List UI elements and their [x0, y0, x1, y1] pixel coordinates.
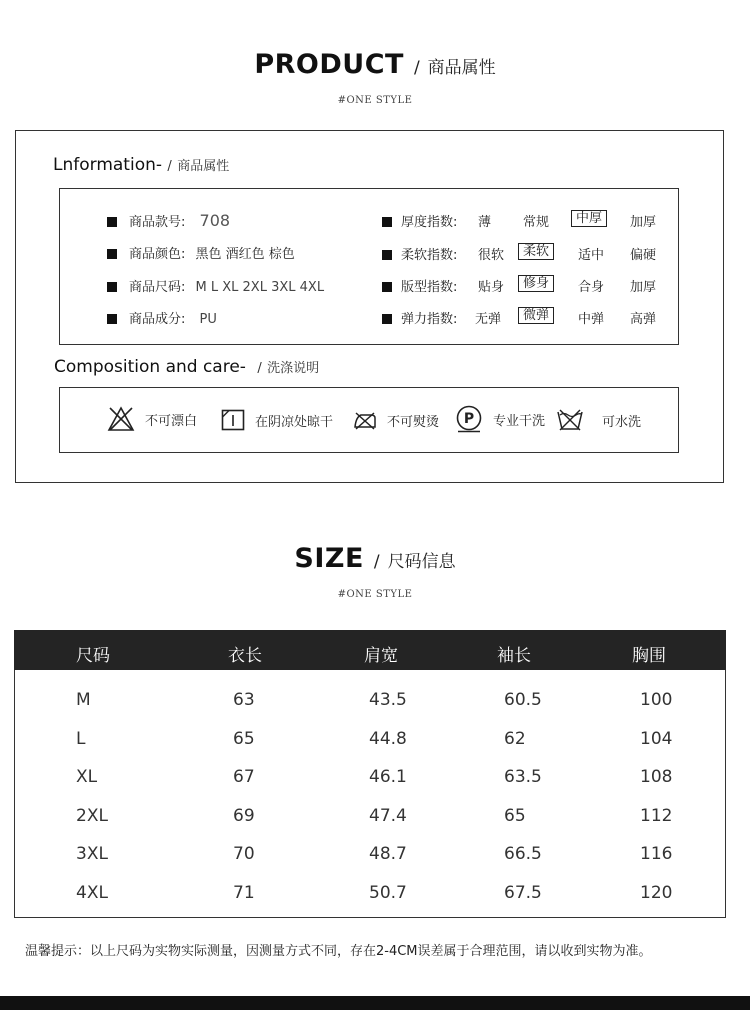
care-item-dry-clean [455, 405, 545, 433]
size-tag: #ONE STYLE [337, 589, 413, 600]
info-label: 商品款号: [129, 215, 186, 230]
info-row-thickness [382, 211, 457, 230]
info-row-material [107, 308, 217, 327]
info-row-color [107, 243, 295, 262]
product-header [0, 49, 750, 80]
size-separator: / [373, 552, 380, 572]
table-cell-size: 2XL [76, 806, 108, 826]
info-section-title [53, 155, 229, 175]
product-separator: / [413, 58, 420, 78]
care-separator: / [257, 361, 262, 376]
option-moderate: 适中 [578, 248, 605, 263]
table-cell-sleeve: 67.5 [504, 883, 542, 903]
info-row-stretch [382, 308, 457, 327]
care-item-no-bleach [107, 405, 197, 433]
option-slim-selected: 修身 [518, 275, 554, 292]
column-header-chest: 胸围 [632, 646, 666, 666]
table-cell-size: L [76, 729, 86, 749]
table-cell-chest: 120 [640, 883, 673, 903]
dry-clean-p-icon [455, 405, 483, 433]
table-cell-sleeve: 62 [504, 729, 526, 749]
option-medium-thick-selected: 中厚 [571, 210, 607, 227]
care-subtitle: 洗涤说明 [267, 361, 320, 376]
column-header-size: 尺码 [76, 646, 110, 666]
info-title: Lnformation- [53, 155, 162, 175]
svg-text:P: P [463, 411, 475, 427]
bullet-square-icon [107, 217, 117, 227]
table-cell-sleeve: 60.5 [504, 690, 542, 710]
table-cell-chest: 108 [640, 767, 673, 787]
info-separator: / [167, 159, 172, 174]
product-subtitle: 商品属性 [427, 58, 496, 78]
table-cell-length: 65 [233, 729, 255, 749]
info-row-softness [382, 244, 457, 263]
bullet-square-icon [382, 314, 392, 324]
table-cell-length: 63 [233, 690, 255, 710]
option-slight-stretch-selected: 微弹 [518, 307, 554, 324]
table-cell-shoulder: 44.8 [369, 729, 407, 749]
info-label: 弹力指数: [401, 312, 458, 327]
bullet-square-icon [382, 282, 392, 292]
table-cell-size: 3XL [76, 844, 108, 864]
bullet-square-icon [107, 282, 117, 292]
option-medium-stretch: 中弹 [578, 312, 605, 327]
info-row-style-no [107, 211, 230, 230]
bullet-square-icon [382, 217, 392, 227]
info-label: 商品尺码: [129, 280, 186, 295]
info-value: M L XL 2XL 3XL 4XL [195, 280, 325, 295]
table-cell-chest: 116 [640, 844, 673, 864]
care-label: 不可漂白 [145, 413, 198, 429]
info-row-fit [382, 276, 457, 295]
table-cell-shoulder: 43.5 [369, 690, 407, 710]
info-label: 商品成分: [129, 312, 186, 327]
table-cell-size: M [76, 690, 91, 710]
table-cell-size: XL [76, 767, 98, 787]
column-header-shoulder: 肩宽 [364, 646, 398, 666]
table-cell-shoulder: 50.7 [369, 883, 407, 903]
table-cell-chest: 112 [640, 806, 673, 826]
care-label: 专业干洗 [493, 413, 546, 429]
care-title: Composition and care- [54, 357, 246, 377]
info-value: 黑色 酒红色 棕色 [195, 247, 295, 262]
size-title: SIZE [294, 543, 364, 574]
option-stiff: 偏硬 [630, 248, 657, 263]
info-label: 版型指数: [401, 280, 458, 295]
option-soft-selected: 柔软 [518, 243, 554, 260]
table-cell-chest: 104 [640, 729, 673, 749]
column-header-sleeve: 袖长 [497, 646, 531, 666]
table-cell-size: 4XL [76, 883, 108, 903]
table-cell-length: 71 [233, 883, 255, 903]
care-label: 在阴凉处晾干 [255, 414, 334, 430]
table-cell-length: 70 [233, 844, 255, 864]
option-fitted: 合身 [578, 280, 605, 295]
option-no-stretch: 无弹 [475, 312, 502, 327]
info-subtitle: 商品属性 [177, 159, 230, 174]
option-regular: 常规 [523, 215, 550, 230]
table-cell-length: 67 [233, 767, 255, 787]
no-bleach-icon [107, 405, 135, 433]
size-header [0, 543, 750, 574]
table-cell-length: 69 [233, 806, 255, 826]
care-label: 可水洗 [602, 414, 642, 430]
product-tag: #ONE STYLE [337, 95, 413, 106]
bullet-square-icon [107, 314, 117, 324]
care-item-dry-shade [221, 409, 333, 431]
info-value: 708 [199, 211, 231, 230]
table-cell-sleeve: 65 [504, 806, 526, 826]
care-label: 不可熨烫 [387, 415, 440, 430]
table-cell-shoulder: 48.7 [369, 844, 407, 864]
column-header-length: 衣长 [228, 646, 262, 666]
care-item-no-iron [353, 411, 439, 430]
bottom-bar [0, 996, 750, 1010]
no-iron-icon [353, 412, 377, 430]
table-cell-sleeve: 63.5 [504, 767, 542, 787]
option-very-soft: 很软 [478, 248, 505, 263]
size-subtitle: 尺码信息 [387, 552, 456, 572]
option-loose: 加厚 [630, 280, 657, 295]
info-row-size [107, 276, 324, 295]
info-value: PU [199, 312, 217, 327]
product-title: PRODUCT [254, 49, 404, 80]
measurement-note: 温馨提示：以上尺码为实物实际测量，因测量方式不同，存在2-4CM误差属于合理范围，请以收到实物为准。 [25, 944, 652, 959]
table-cell-shoulder: 47.4 [369, 806, 407, 826]
option-high-stretch: 高弹 [630, 312, 657, 327]
info-label: 柔软指数: [401, 248, 458, 263]
table-cell-shoulder: 46.1 [369, 767, 407, 787]
table-cell-chest: 100 [640, 690, 673, 710]
info-label: 厚度指数: [401, 215, 458, 230]
line-dry-shade-icon [221, 409, 245, 431]
care-section-title [54, 357, 319, 377]
option-tight: 贴身 [478, 280, 505, 295]
option-thin: 薄 [478, 215, 492, 230]
table-cell-sleeve: 66.5 [504, 844, 542, 864]
info-label: 商品颜色: [129, 247, 186, 262]
hand-wash-icon [556, 408, 584, 432]
care-item-hand-wash [556, 408, 641, 432]
bullet-square-icon [382, 250, 392, 260]
option-thick: 加厚 [630, 215, 657, 230]
bullet-square-icon [107, 249, 117, 259]
